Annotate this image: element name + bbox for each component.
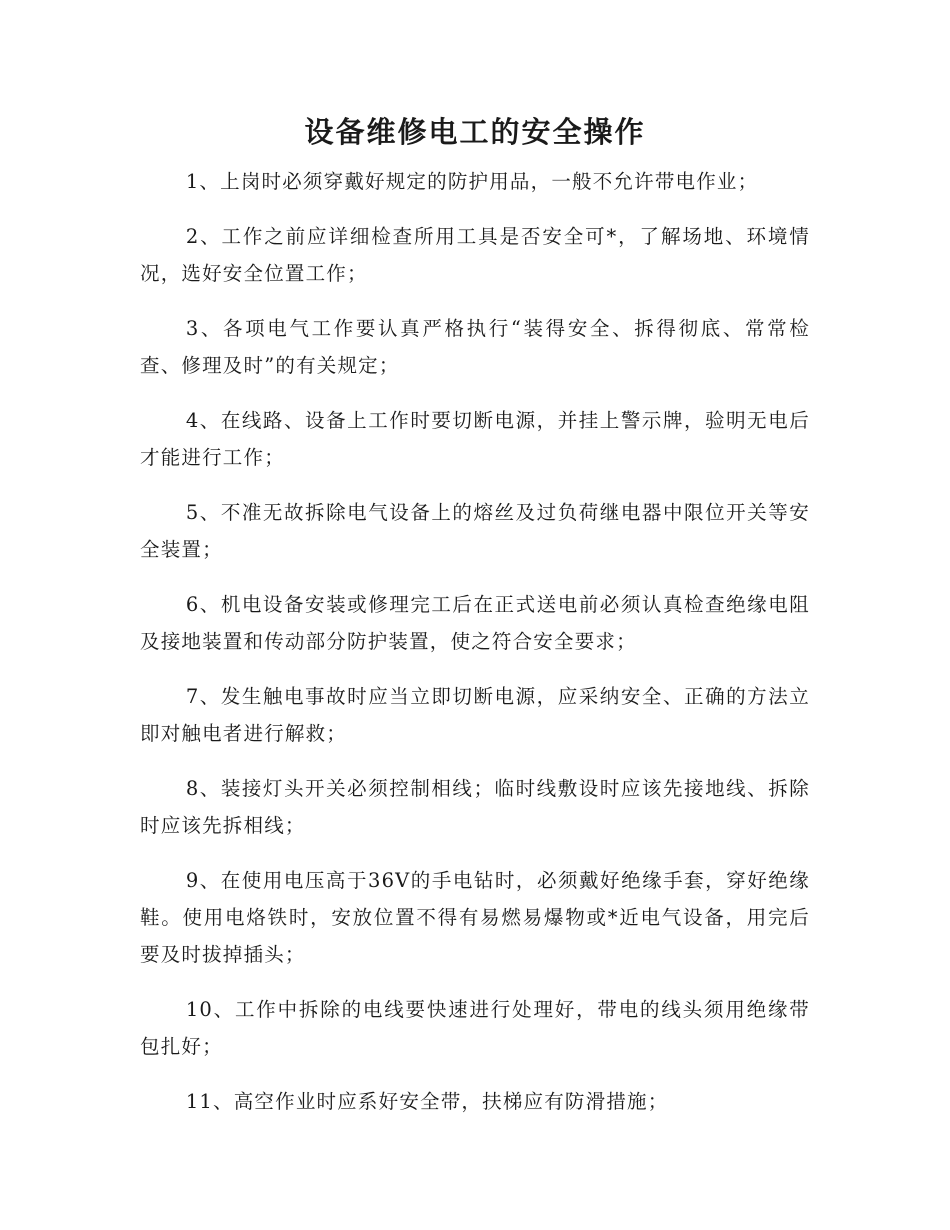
clause-6: 6、机电设备安装或修理完工后在正式送电前必须认真检查绝缘电阻及接地装置和传动部分防护装置，使之符合安全要求； — [140, 593, 810, 653]
clause-4: 4、在线路、设备上工作时要切断电源，并挂上警示牌，验明无电后才能进行工作； — [140, 409, 810, 469]
clause-7: 7、发生触电事故时应当立即切断电源，应采纳安全、正确的方法立即对触电者进行解救； — [140, 685, 810, 745]
clause-8: 8、装接灯头开关必须控制相线；临时线敷设时应该先接地线、拆除时应该先拆相线； — [140, 777, 810, 837]
clause-11: 11、高空作业时应系好安全带，扶梯应有防滑措施； — [185, 1090, 669, 1113]
clause-5: 5、不准无故拆除电气设备上的熔丝及过负荷继电器中限位开关等安全装置； — [140, 501, 810, 561]
clause-1: 1、上岗时必须穿戴好规定的防护用品，一般不允许带电作业； — [185, 170, 759, 193]
document-body — [140, 163, 810, 1138]
clause-3: 3、各项电气工作要认真严格执行“装得安全、拆得彻底、常常检查、修理及时”的有关规定； — [140, 317, 810, 377]
clause-2: 2、工作之前应详细检查所用工具是否安全可*，了解场地、环境情况，选好安全位置工作； — [140, 225, 810, 285]
document-title: 设备维修电工的安全操作 — [304, 115, 646, 149]
clause-10: 10、工作中拆除的电线要快速进行处理好，带电的线头须用绝缘带包扎好； — [140, 998, 810, 1058]
clause-9: 9、在使用电压高于36V的手电钻时，必须戴好绝缘手套，穿好绝缘鞋。使用电烙铁时，安放位置不得有易燃易爆物或*近电气设备，用完后要及时拔掉插头； — [140, 869, 810, 966]
